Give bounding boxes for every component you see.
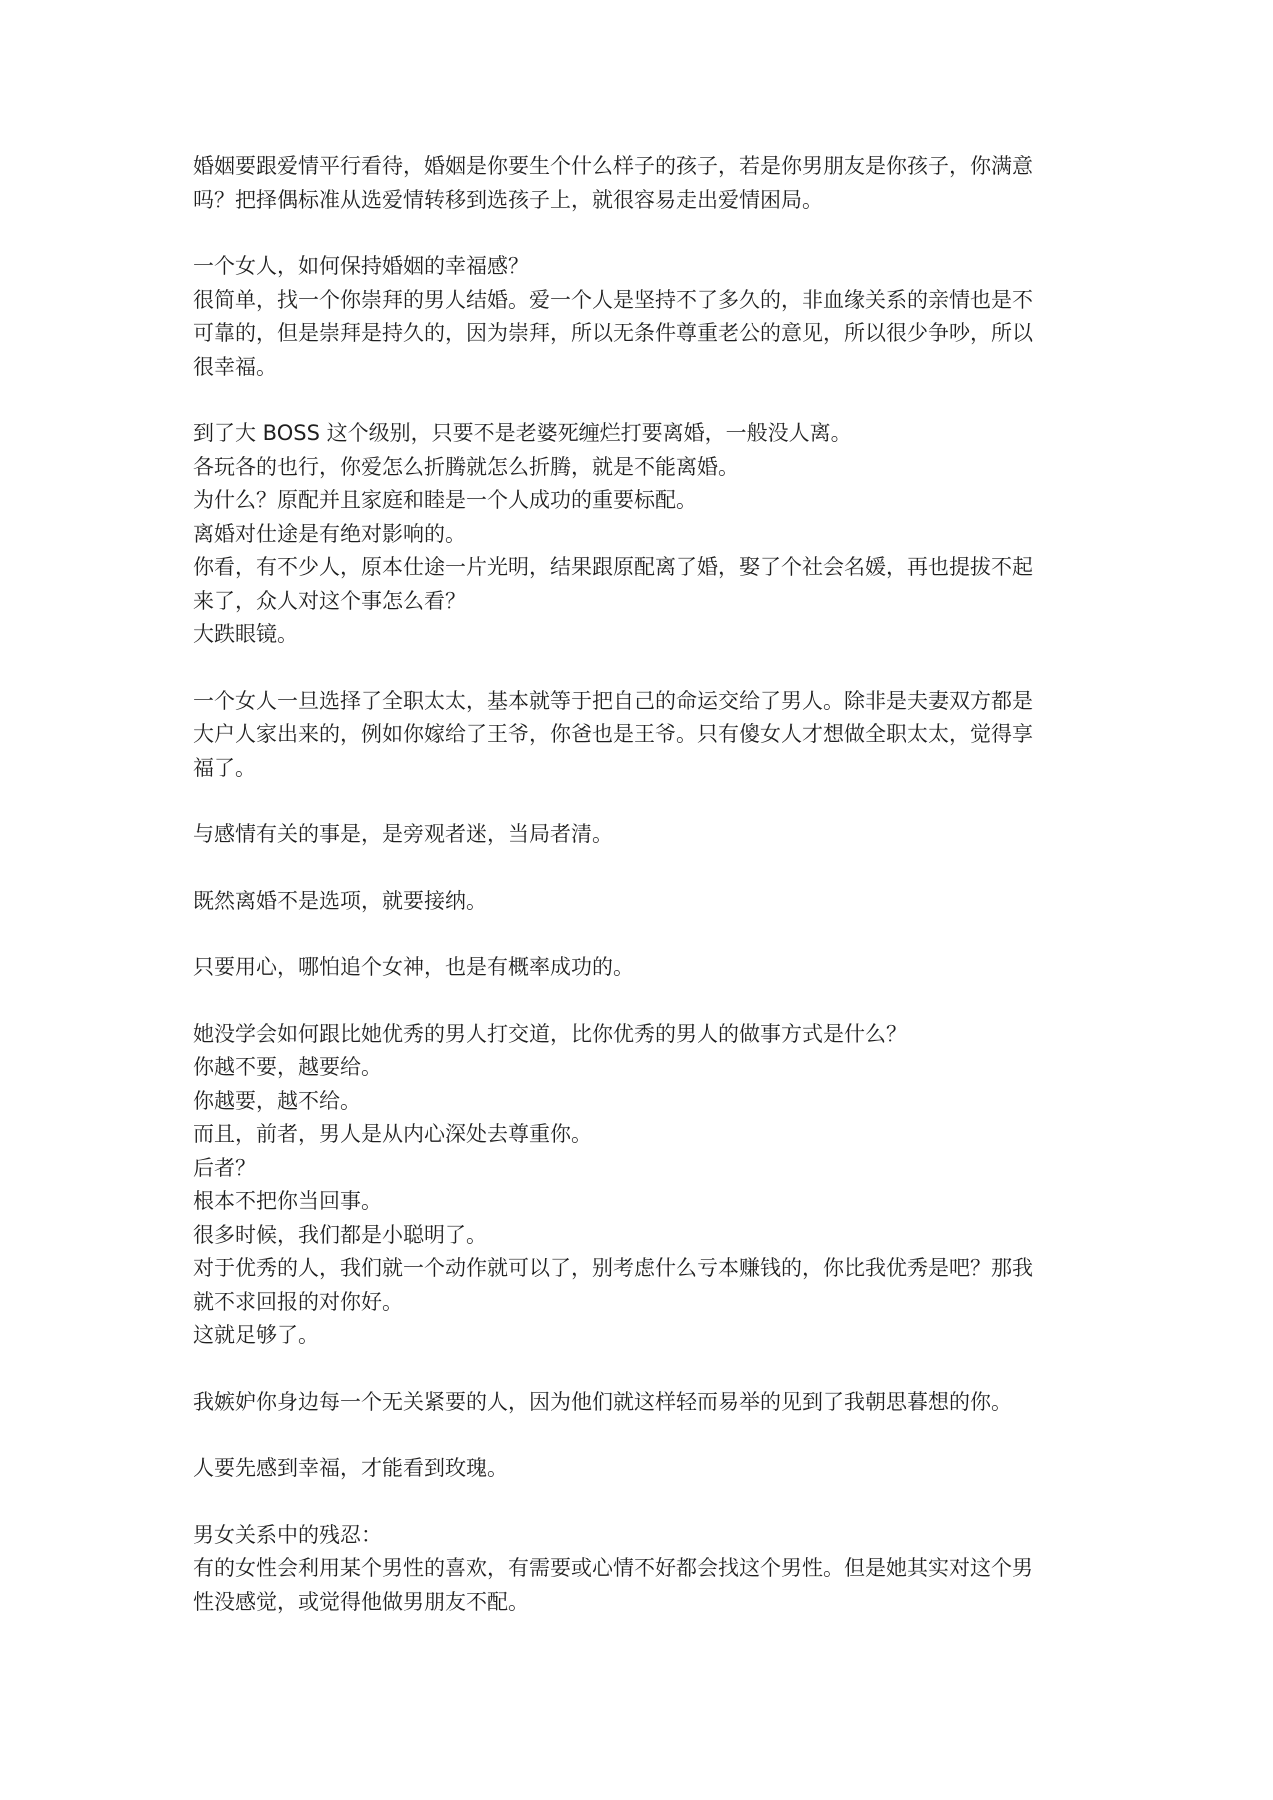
paragraph (193, 818, 1093, 852)
text-line: 既然离婚不是选项，就要接纳。 (193, 888, 487, 913)
text-line: 她没学会如何跟比她优秀的男人打交道，比你优秀的男人的做事方式是什么？ (193, 1021, 907, 1046)
text-line: 来了，众人对这个事怎么看？ (193, 588, 466, 613)
text-line: 人要先感到幸福，才能看到玫瑰。 (193, 1456, 508, 1480)
paragraph (193, 1386, 1093, 1420)
text-line: 就不求回报的对你好。 (193, 1289, 403, 1314)
paragraph (193, 1519, 1093, 1620)
document-page (193, 150, 1093, 1652)
text-line: 你越不要，越要给。 (193, 1055, 382, 1079)
text-line: 你看，有不少人，原本仕途一片光明，结果跟原配离了婚，娶了个社会名媛，再也提拔不起 (193, 555, 1033, 579)
text-line: 到了大 BOSS 这个级别，只要不是老婆死缠烂打要离婚，一般没人离。 (193, 421, 852, 445)
paragraph (193, 885, 1093, 919)
text-line: 有的女性会利用某个男性的喜欢，有需要或心情不好都会找这个男性。但是她其实对这个男 (193, 1556, 1033, 1580)
paragraph (193, 1018, 1093, 1353)
text-line: 很简单，找一个你崇拜的男人结婚。爱一个人是坚持不了多久的，非血缘关系的亲情也是不 (193, 287, 1033, 312)
text-line: 你越要，越不给。 (193, 1088, 361, 1113)
text-line: 离婚对仕途是有绝对影响的。 (193, 521, 466, 546)
text-line: 而且，前者，男人是从内心深处去尊重你。 (193, 1122, 592, 1146)
text-line: 性没感觉，或觉得他做男朋友不配。 (193, 1589, 529, 1614)
text-line: 各玩各的也行，你爱怎么折腾就怎么折腾，就是不能离婚。 (193, 454, 739, 479)
text-line: 为什么？原配并且家庭和睦是一个人成功的重要标配。 (193, 488, 697, 512)
text-line: 婚姻要跟爱情平行看待，婚姻是你要生个什么样子的孩子，若是你男朋友是你孩子，你满意 (193, 154, 1033, 178)
text-line: 一个女人，如何保持婚姻的幸福感？ (193, 254, 529, 278)
text-line: 大跌眼镜。 (193, 622, 298, 646)
text-line: 可靠的，但是崇拜是持久的，因为崇拜，所以无条件尊重老公的意见，所以很少争吵，所以 (193, 321, 1033, 345)
text-line: 这就足够了。 (193, 1323, 319, 1347)
text-line: 很幸福。 (193, 354, 277, 379)
paragraph (193, 951, 1093, 985)
paragraph (193, 250, 1093, 384)
text-line: 只要用心，哪怕追个女神，也是有概率成功的。 (193, 955, 634, 979)
text-line: 吗？把择偶标准从选爱情转移到选孩子上，就很容易走出爱情困局。 (193, 187, 823, 212)
text-line: 男女关系中的残忍： (193, 1522, 382, 1547)
paragraph (193, 417, 1093, 652)
text-line: 一个女人一旦选择了全职太太，基本就等于把自己的命运交给了男人。除非是夫妻双方都是 (193, 688, 1033, 713)
text-line: 对于优秀的人，我们就一个动作就可以了，别考虑什么亏本赚钱的，你比我优秀是吧？那我 (193, 1256, 1033, 1280)
text-line: 我嫉妒你身边每一个无关紧要的人，因为他们就这样轻而易举的见到了我朝思暮想的你。 (193, 1389, 1012, 1414)
paragraph (193, 1452, 1093, 1486)
text-line: 后者？ (193, 1155, 256, 1180)
paragraph (193, 150, 1093, 217)
text-line: 大户人家出来的，例如你嫁给了王爷，你爸也是王爷。只有傻女人才想做全职太太，觉得享 (193, 722, 1033, 746)
text-line: 根本不把你当回事。 (193, 1189, 382, 1213)
text-line: 福了。 (193, 755, 256, 780)
text-line: 很多时候，我们都是小聪明了。 (193, 1222, 487, 1247)
text-line: 与感情有关的事是，是旁观者迷，当局者清。 (193, 822, 613, 846)
paragraph (193, 685, 1093, 786)
